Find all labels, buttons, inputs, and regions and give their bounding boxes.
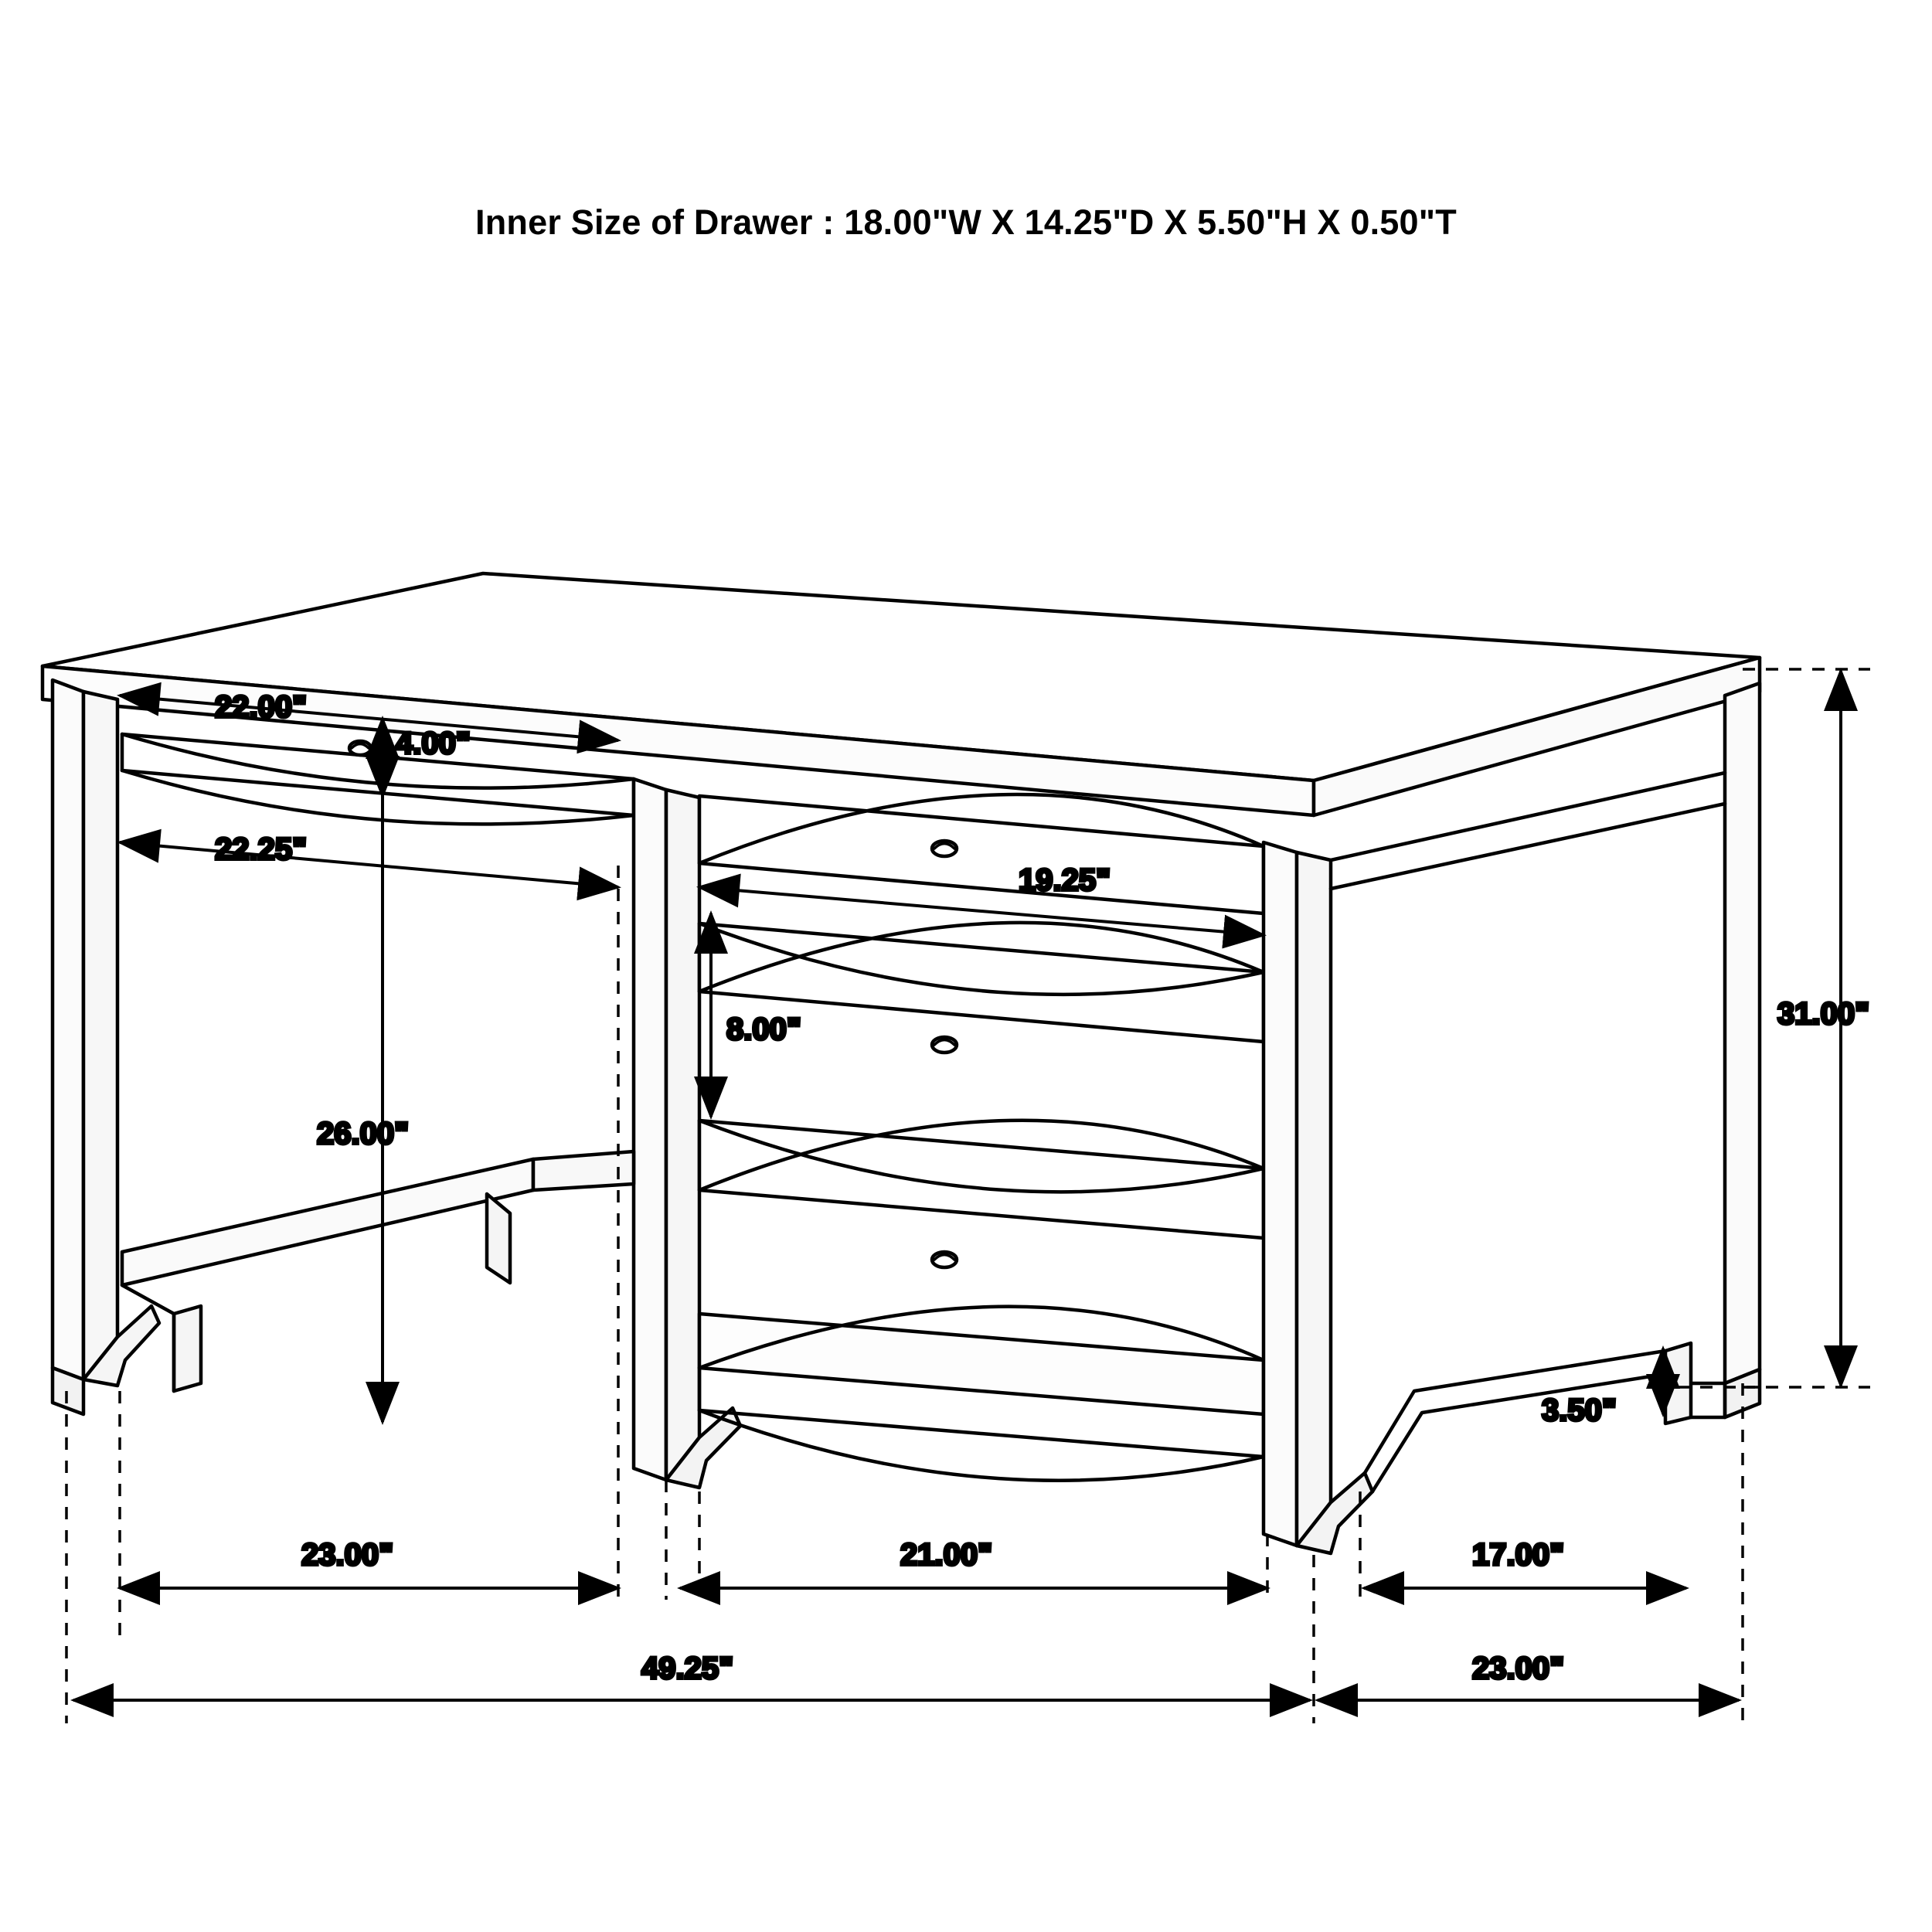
dim-label-3-50: 3.50" [1542, 1393, 1617, 1427]
dim-label-19-25: 19.25" [1019, 863, 1111, 897]
dim-label-8-00: 8.00" [726, 1012, 801, 1046]
drawer-stack [699, 794, 1264, 1481]
dim-knee-space-width [120, 842, 618, 887]
dim-label-22-00: 22.00" [215, 690, 308, 724]
center-apron [699, 1307, 1264, 1481]
dim-label-depth-23-00: 23.00" [1472, 1651, 1565, 1685]
dim-label-49-25: 49.25" [641, 1651, 734, 1685]
dim-label-31-00: 31.00" [1777, 997, 1870, 1031]
dim-label-22-25: 22.25" [215, 832, 308, 866]
dim-label-4-00: 4.00" [396, 726, 471, 760]
dim-label-21-00: 21.00" [900, 1538, 993, 1572]
left-modesty-panel [122, 1151, 634, 1391]
right-end-panel [1365, 683, 1760, 1492]
left-end-panel [53, 680, 159, 1414]
dim-label-left-23-00: 23.00" [301, 1538, 394, 1572]
drawer-bottom [699, 1121, 1264, 1267]
page-title: Inner Size of Drawer : 18.00"W X 14.25"D X 5.50"H X 0.50"T [475, 202, 1457, 242]
dim-label-17-00: 17.00" [1472, 1538, 1565, 1572]
right-pedestal-panel [1264, 842, 1372, 1553]
dim-label-26-00: 26.00" [317, 1117, 410, 1151]
